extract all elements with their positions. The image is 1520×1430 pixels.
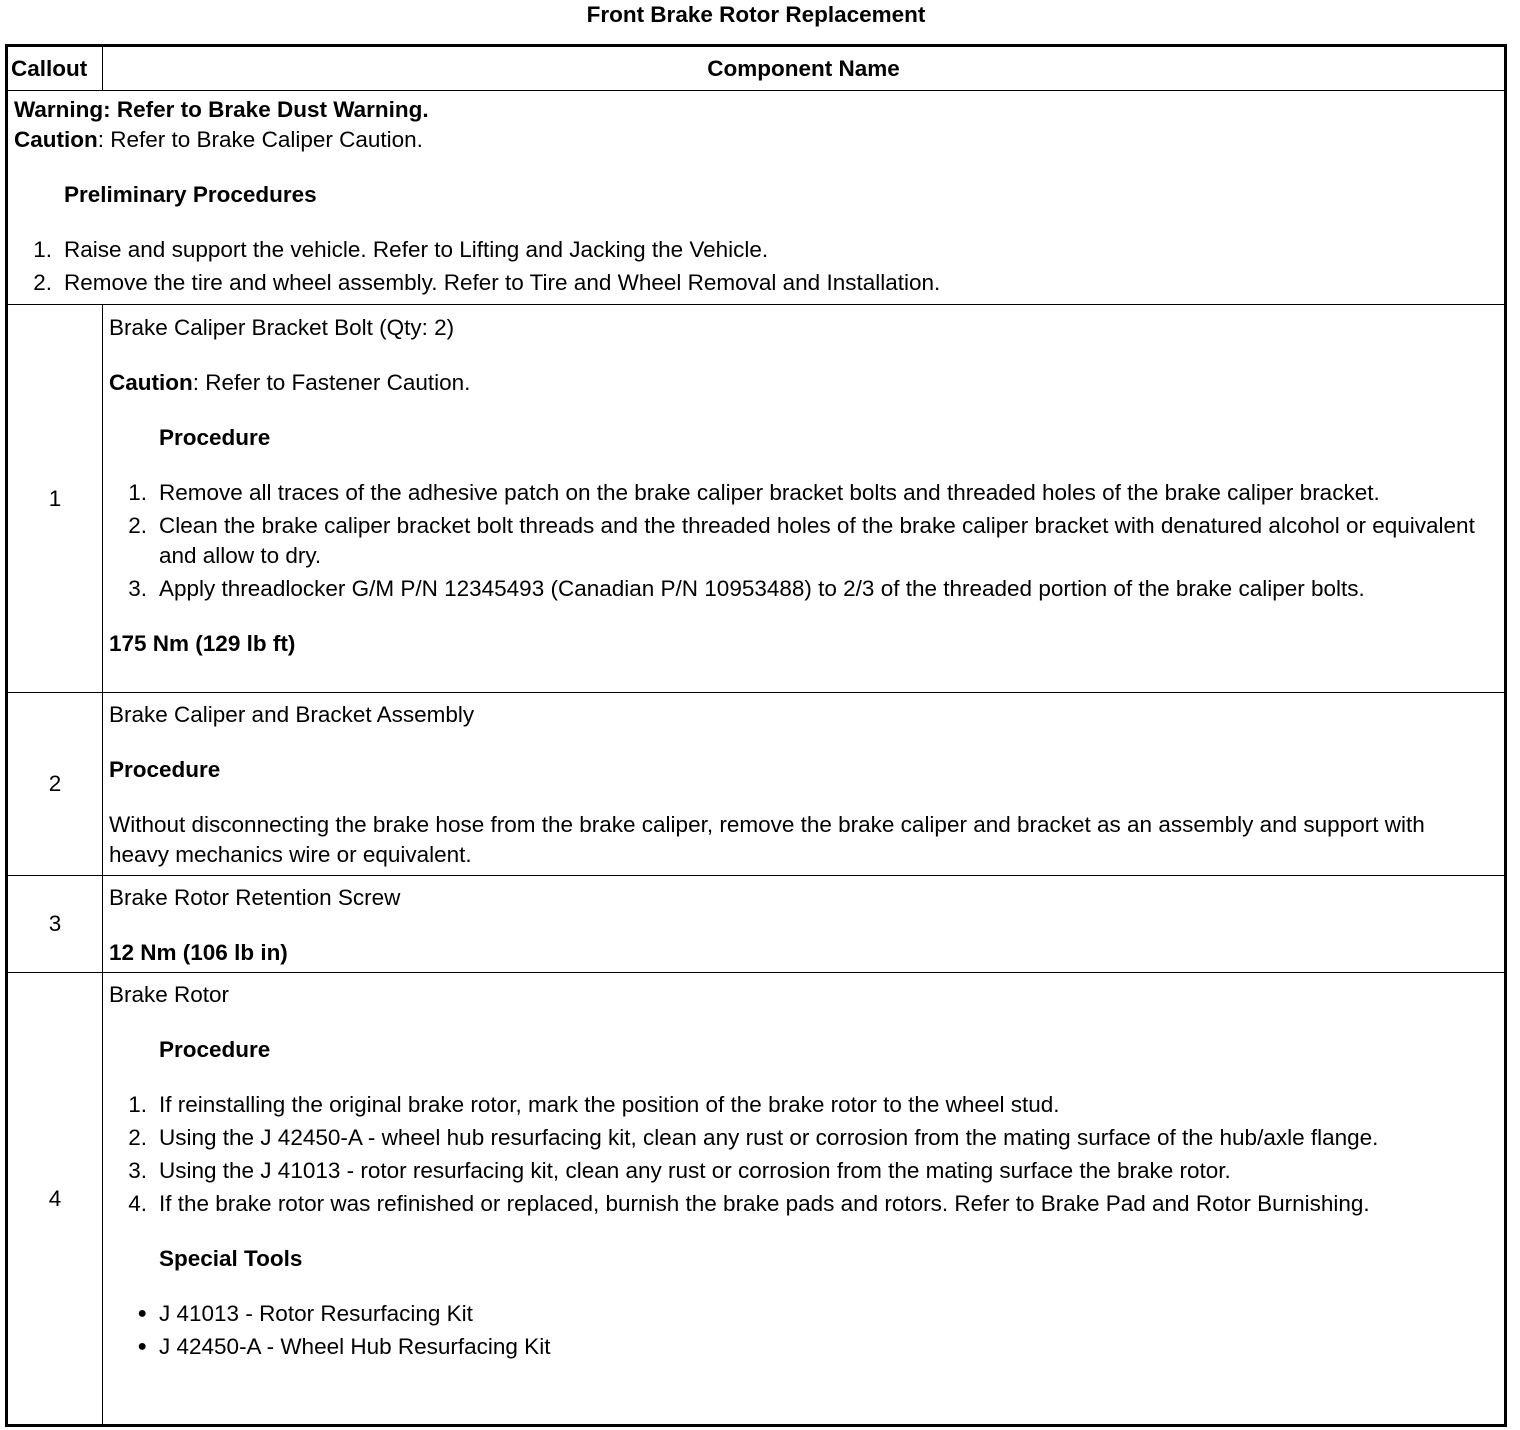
procedure-heading: Procedure [159, 425, 271, 450]
caution-line [14, 125, 1498, 155]
table-row [8, 972, 1504, 1424]
component-name: Brake Caliper Bracket Bolt (Qty: 2) [109, 315, 455, 340]
list-item: 3. Using the J 41013 - rotor resurfacing kit, clean any rust or corrosion from the mating surface the brake rotor. [128, 1158, 1231, 1183]
callout-cell: 4 [8, 973, 103, 1424]
list-item: 2. Using the J 42450-A - wheel hub resurfacing kit, clean any rust or corrosion from the mating surface of the hub/axle flange. [128, 1125, 1379, 1150]
callout-cell: 3 [8, 876, 103, 972]
list-item: 1. If reinstalling the original brake rotor, mark the position of the brake rotor to the wheel stud. [128, 1092, 1060, 1117]
list-item: 1. Raise and support the vehicle. Refer to Lifting and Jacking the Vehicle. [33, 237, 769, 262]
torque-spec: 175 Nm (129 lb ft) [109, 631, 296, 656]
table-row [8, 692, 1504, 875]
callout-cell: 2 [8, 693, 103, 875]
table-row [8, 304, 1504, 692]
procedure-heading: Procedure [109, 757, 221, 782]
callout-header: Callout [8, 47, 103, 90]
caution-label: Caution [109, 370, 193, 395]
callout-cell: 1 [8, 305, 103, 692]
list-item: 2. Clean the brake caliper bracket bolt threads and the threaded holes of the brake caliper bracket with denatured alcohol or equivalent and allow to dry. [128, 513, 1475, 568]
caution-label: Caution [14, 127, 98, 152]
bullet-icon: ● [137, 1305, 147, 1322]
table-row [8, 875, 1504, 972]
component-name: Brake Rotor [109, 982, 230, 1007]
list-item: 2. Remove the tire and wheel assembly. Refer to Tire and Wheel Removal and Installation. [33, 270, 941, 295]
procedure-text: Without disconnecting the brake hose from the brake caliper, remove the brake caliper and bracket as an assembly and support with heavy mechanics wire or equivalent. [109, 812, 1425, 867]
list-item: 4. If the brake rotor was refinished or replaced, burnish the brake pads and rotors. Refer to Brake Pad and Rotor Burnishing. [128, 1191, 1370, 1216]
torque-spec: 12 Nm (106 lb in) [109, 940, 288, 965]
list-item: ● J 41013 - Rotor Resurfacing Kit [109, 1299, 1504, 1329]
caution-line [109, 368, 1504, 398]
warning-line [14, 95, 1498, 125]
special-tools-heading: Special Tools [159, 1246, 303, 1271]
list-item: ● J 42450-A - Wheel Hub Resurfacing Kit [109, 1332, 1504, 1362]
procedure-heading: Procedure [159, 1037, 271, 1062]
table-header [8, 47, 1504, 90]
preamble-row [8, 90, 1504, 304]
component-name: Brake Caliper and Bracket Assembly [109, 702, 475, 727]
component-name-header: Component Name [707, 55, 900, 81]
component-name: Brake Rotor Retention Screw [109, 885, 401, 910]
page-title: Front Brake Rotor Replacement [586, 2, 926, 27]
warning-text: : Refer to Brake Dust Warning. [103, 97, 429, 122]
caution-text: : Refer to Fastener Caution. [192, 370, 471, 395]
caution-text: : Refer to Brake Caliper Caution. [97, 127, 423, 152]
list-item: 3. Apply threadlocker G/M P/N 12345493 (Canadian P/N 10953488) to 2/3 of the threaded portion of the brake caliper bolts. [128, 576, 1365, 601]
component-table [5, 44, 1507, 1427]
warning-label: Warning [14, 97, 104, 122]
list-item: 1. Remove all traces of the adhesive patch on the brake caliper bracket bolts and threaded holes of the brake caliper bracket. [128, 480, 1380, 505]
bullet-icon: ● [137, 1338, 147, 1355]
prelim-heading: Preliminary Procedures [64, 182, 317, 207]
